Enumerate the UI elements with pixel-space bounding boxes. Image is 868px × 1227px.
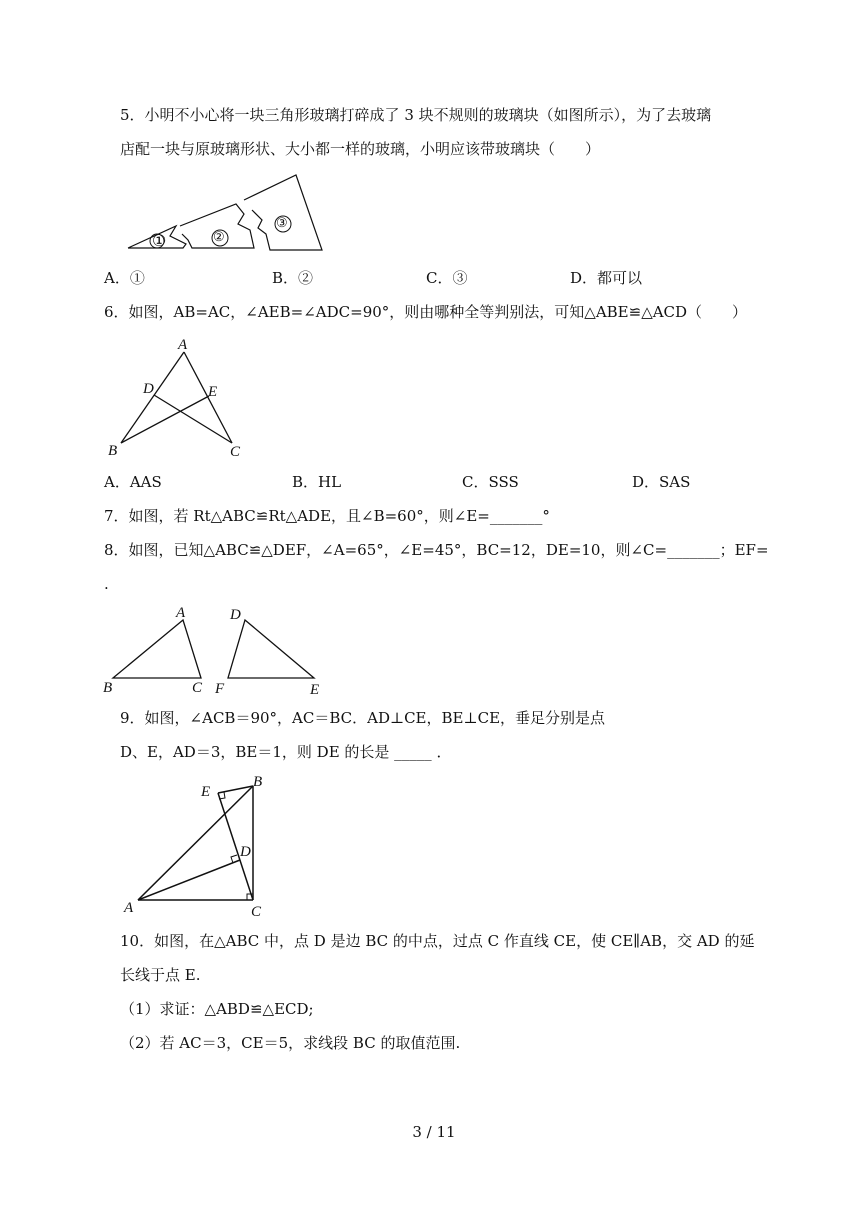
q9-stem-line1: 9．如图，∠ACB＝90°，AC＝BC．AD⊥CE，BE⊥CE，垂足分别是点: [120, 709, 606, 727]
q9-stem-line2: D、E，AD＝3，BE＝1，则 DE 的长是 _____ ．: [120, 743, 452, 761]
q6-option-c: C．SSS: [462, 473, 519, 491]
q9-label-c: C: [251, 904, 262, 920]
q5-piece-3-label: ③: [276, 216, 288, 231]
q9-label-a: A: [124, 900, 134, 916]
q10-stem-line1: 10．如图，在△ABC 中，点 D 是边 BC 的中点，过点 C 作直线 CE，使 CE∥AB，交 AD 的延: [120, 932, 755, 950]
q10-part-2: （2）若 AC＝3，CE＝5，求线段 BC 的取值范围.: [120, 1034, 461, 1052]
q6-stem: 6．如图，AB=AC，∠AEB=∠ADC=90°，则由哪种全等判别法，可知△ABE≌△ACD（ ）: [104, 303, 748, 321]
q5-option-b: B．②: [272, 269, 314, 287]
q10-part-1: （1）求证：△ABD≌△ECD;: [120, 1000, 314, 1018]
q6-option-d: D．SAS: [632, 473, 691, 491]
q8-label-e: E: [310, 682, 320, 698]
q9-label-d: D: [240, 844, 251, 860]
q8-stem: 8．如图，已知△ABC≌△DEF，∠A=65°，∠E=45°，BC=12，DE=10，则∠C=_______；EF=: [104, 541, 769, 559]
q8-label-d: D: [230, 607, 241, 623]
q10-stem-line2: 长线于点 E.: [120, 966, 201, 984]
q5-option-d: D．都可以: [570, 269, 643, 287]
q6-label-c: C: [230, 444, 241, 460]
q8-label-f: F: [215, 681, 225, 697]
q8-label-b: B: [103, 680, 113, 696]
q7-stem: 7．如图，若 Rt△ABC≌Rt△ADE，且∠B=60°，则∠E=_______°: [104, 507, 550, 525]
q8-stem-continued: .: [104, 575, 109, 593]
q5-stem-line1: 5．小明不小心将一块三角形玻璃打碎成了 3 块不规则的玻璃块（如图所示），为了去玻璃: [120, 106, 712, 124]
q9-label-e: E: [201, 784, 211, 800]
q5-stem-line2: 店配一块与原玻璃形状、大小都一样的玻璃，小明应该带玻璃块（ ）: [120, 140, 601, 158]
q6-option-a: A．AAS: [104, 473, 162, 491]
q5-piece-2-label: ②: [213, 230, 225, 245]
q8-label-c: C: [192, 680, 203, 696]
q9-label-b: B: [253, 774, 263, 790]
q6-label-d: D: [143, 381, 154, 397]
page-number: 3 / 11: [412, 1123, 456, 1141]
q6-label-a: A: [178, 337, 188, 353]
q6-label-b: B: [108, 443, 118, 459]
q6-label-e: E: [208, 384, 218, 400]
q6-option-b: B．HL: [292, 473, 342, 491]
q5-option-a: A．①: [104, 269, 145, 287]
q5-piece-1-label: ①: [152, 233, 167, 250]
q8-label-a: A: [176, 605, 186, 621]
q5-option-c: C．③: [426, 269, 468, 287]
